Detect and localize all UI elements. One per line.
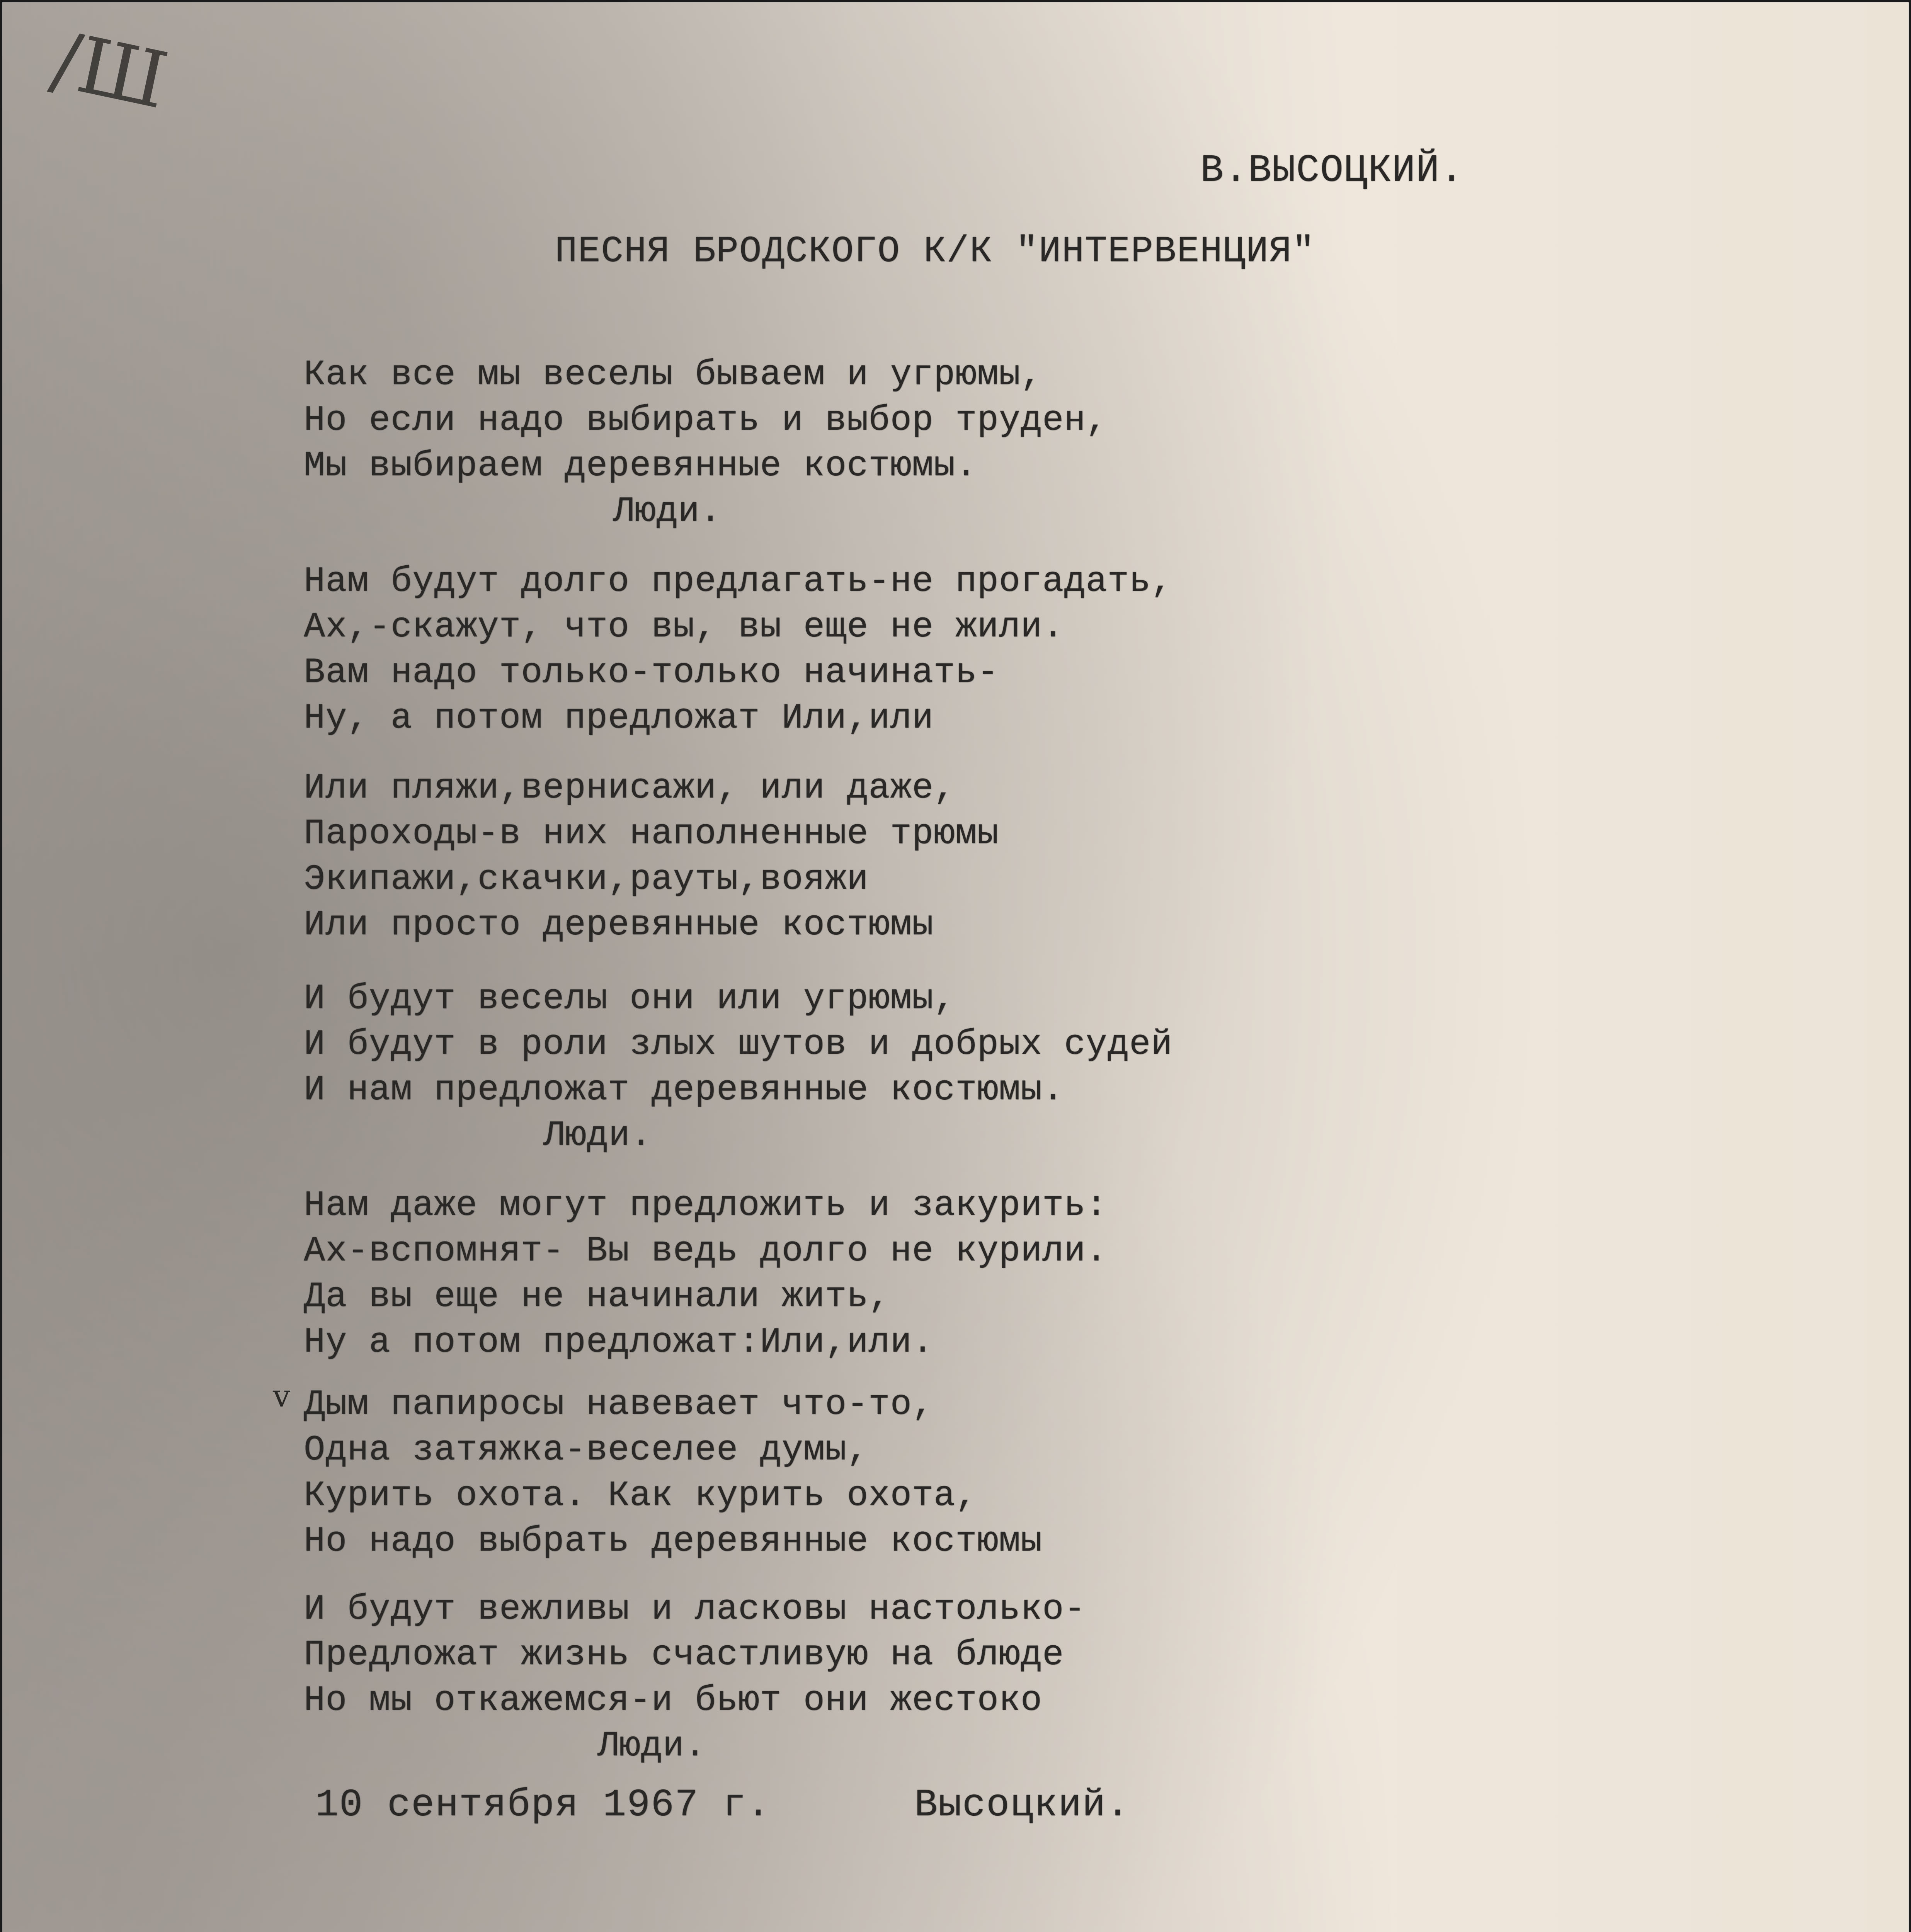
verse-line: Как все мы веселы бываем и угрюмы, — [304, 354, 1043, 395]
refrain-line: Люди. — [613, 491, 722, 532]
refrain-line: Люди. — [597, 1726, 706, 1766]
verse-line: И будут вежливы и ласковы настолько- — [304, 1589, 1086, 1629]
stanza-2 — [304, 559, 1172, 741]
verse-line: И будут в роли злых шутов и добрых судей — [304, 1024, 1173, 1065]
verse-line: Пароходы-в них наполненные трюмы — [304, 813, 999, 854]
verse-line: Дым папиросы навевает что-то, — [304, 1384, 934, 1425]
stanza-5 — [304, 1183, 1108, 1365]
verse-line: Или пляжи,вернисажи, или даже, — [304, 768, 956, 808]
stanza-1 — [304, 352, 1108, 534]
verse-line: И нам предложат деревянные костюмы. — [304, 1070, 1064, 1110]
verse-line: Но надо выбрать деревянные костюмы — [304, 1521, 1043, 1561]
verse-line: Нам будут долго предлагать-не прогадать, — [304, 561, 1173, 602]
verse-line: Да вы еще не начинали жить, — [304, 1276, 890, 1317]
date-line: 10 сентября 1967 г. — [315, 1784, 771, 1827]
verse-line: Предложат жизнь счастливую на блюде — [304, 1634, 1064, 1675]
stanza-4 — [304, 976, 1172, 1158]
verse-line: Или просто деревянные костюмы — [304, 905, 934, 945]
verse-line: Одна затяжка-веселее думы, — [304, 1430, 869, 1470]
verse-line: Мы выбираем деревянные костюмы. — [304, 446, 977, 486]
song-title: ПЕСНЯ БРОДСКОГО К/К "ИНТЕРВЕНЦИЯ" — [555, 230, 1315, 272]
verse-line: Вам надо только-только начинать- — [304, 652, 999, 693]
verse-line: Но мы откажемся-и бьют они жестоко — [304, 1680, 1043, 1721]
verse-line: Ну, а потом предложат Или,или — [304, 698, 934, 738]
stanza-3 — [304, 765, 999, 948]
verse-line: Курить охота. Как курить охота, — [304, 1475, 977, 1516]
verse-line: Ах-вспомнят- Вы ведь долго не курили. — [304, 1231, 1108, 1271]
stanza-7 — [304, 1587, 1086, 1769]
verse-line: Но если надо выбирать и выбор труден, — [304, 400, 1108, 440]
refrain-line: Люди. — [543, 1115, 652, 1156]
verse-line: Ах,-скажут, что вы, вы еще не жили. — [304, 607, 1064, 647]
verse-line: Нам даже могут предложить и закурить: — [304, 1185, 1108, 1226]
author-name: В.ВЫСОЦКИЙ. — [1200, 149, 1464, 193]
handwritten-mark: /Ш — [44, 14, 175, 127]
stanza-6 — [304, 1382, 1042, 1564]
verse-line: И будут веселы они или угрюмы, — [304, 978, 956, 1019]
verse-line: Экипажи,скачки,рауты,вояжи — [304, 859, 869, 900]
handwritten-tick: v — [273, 1378, 291, 1414]
signature: Высоцкий. — [914, 1784, 1130, 1827]
verse-line: Ну а потом предложат:Или,или. — [304, 1322, 934, 1362]
